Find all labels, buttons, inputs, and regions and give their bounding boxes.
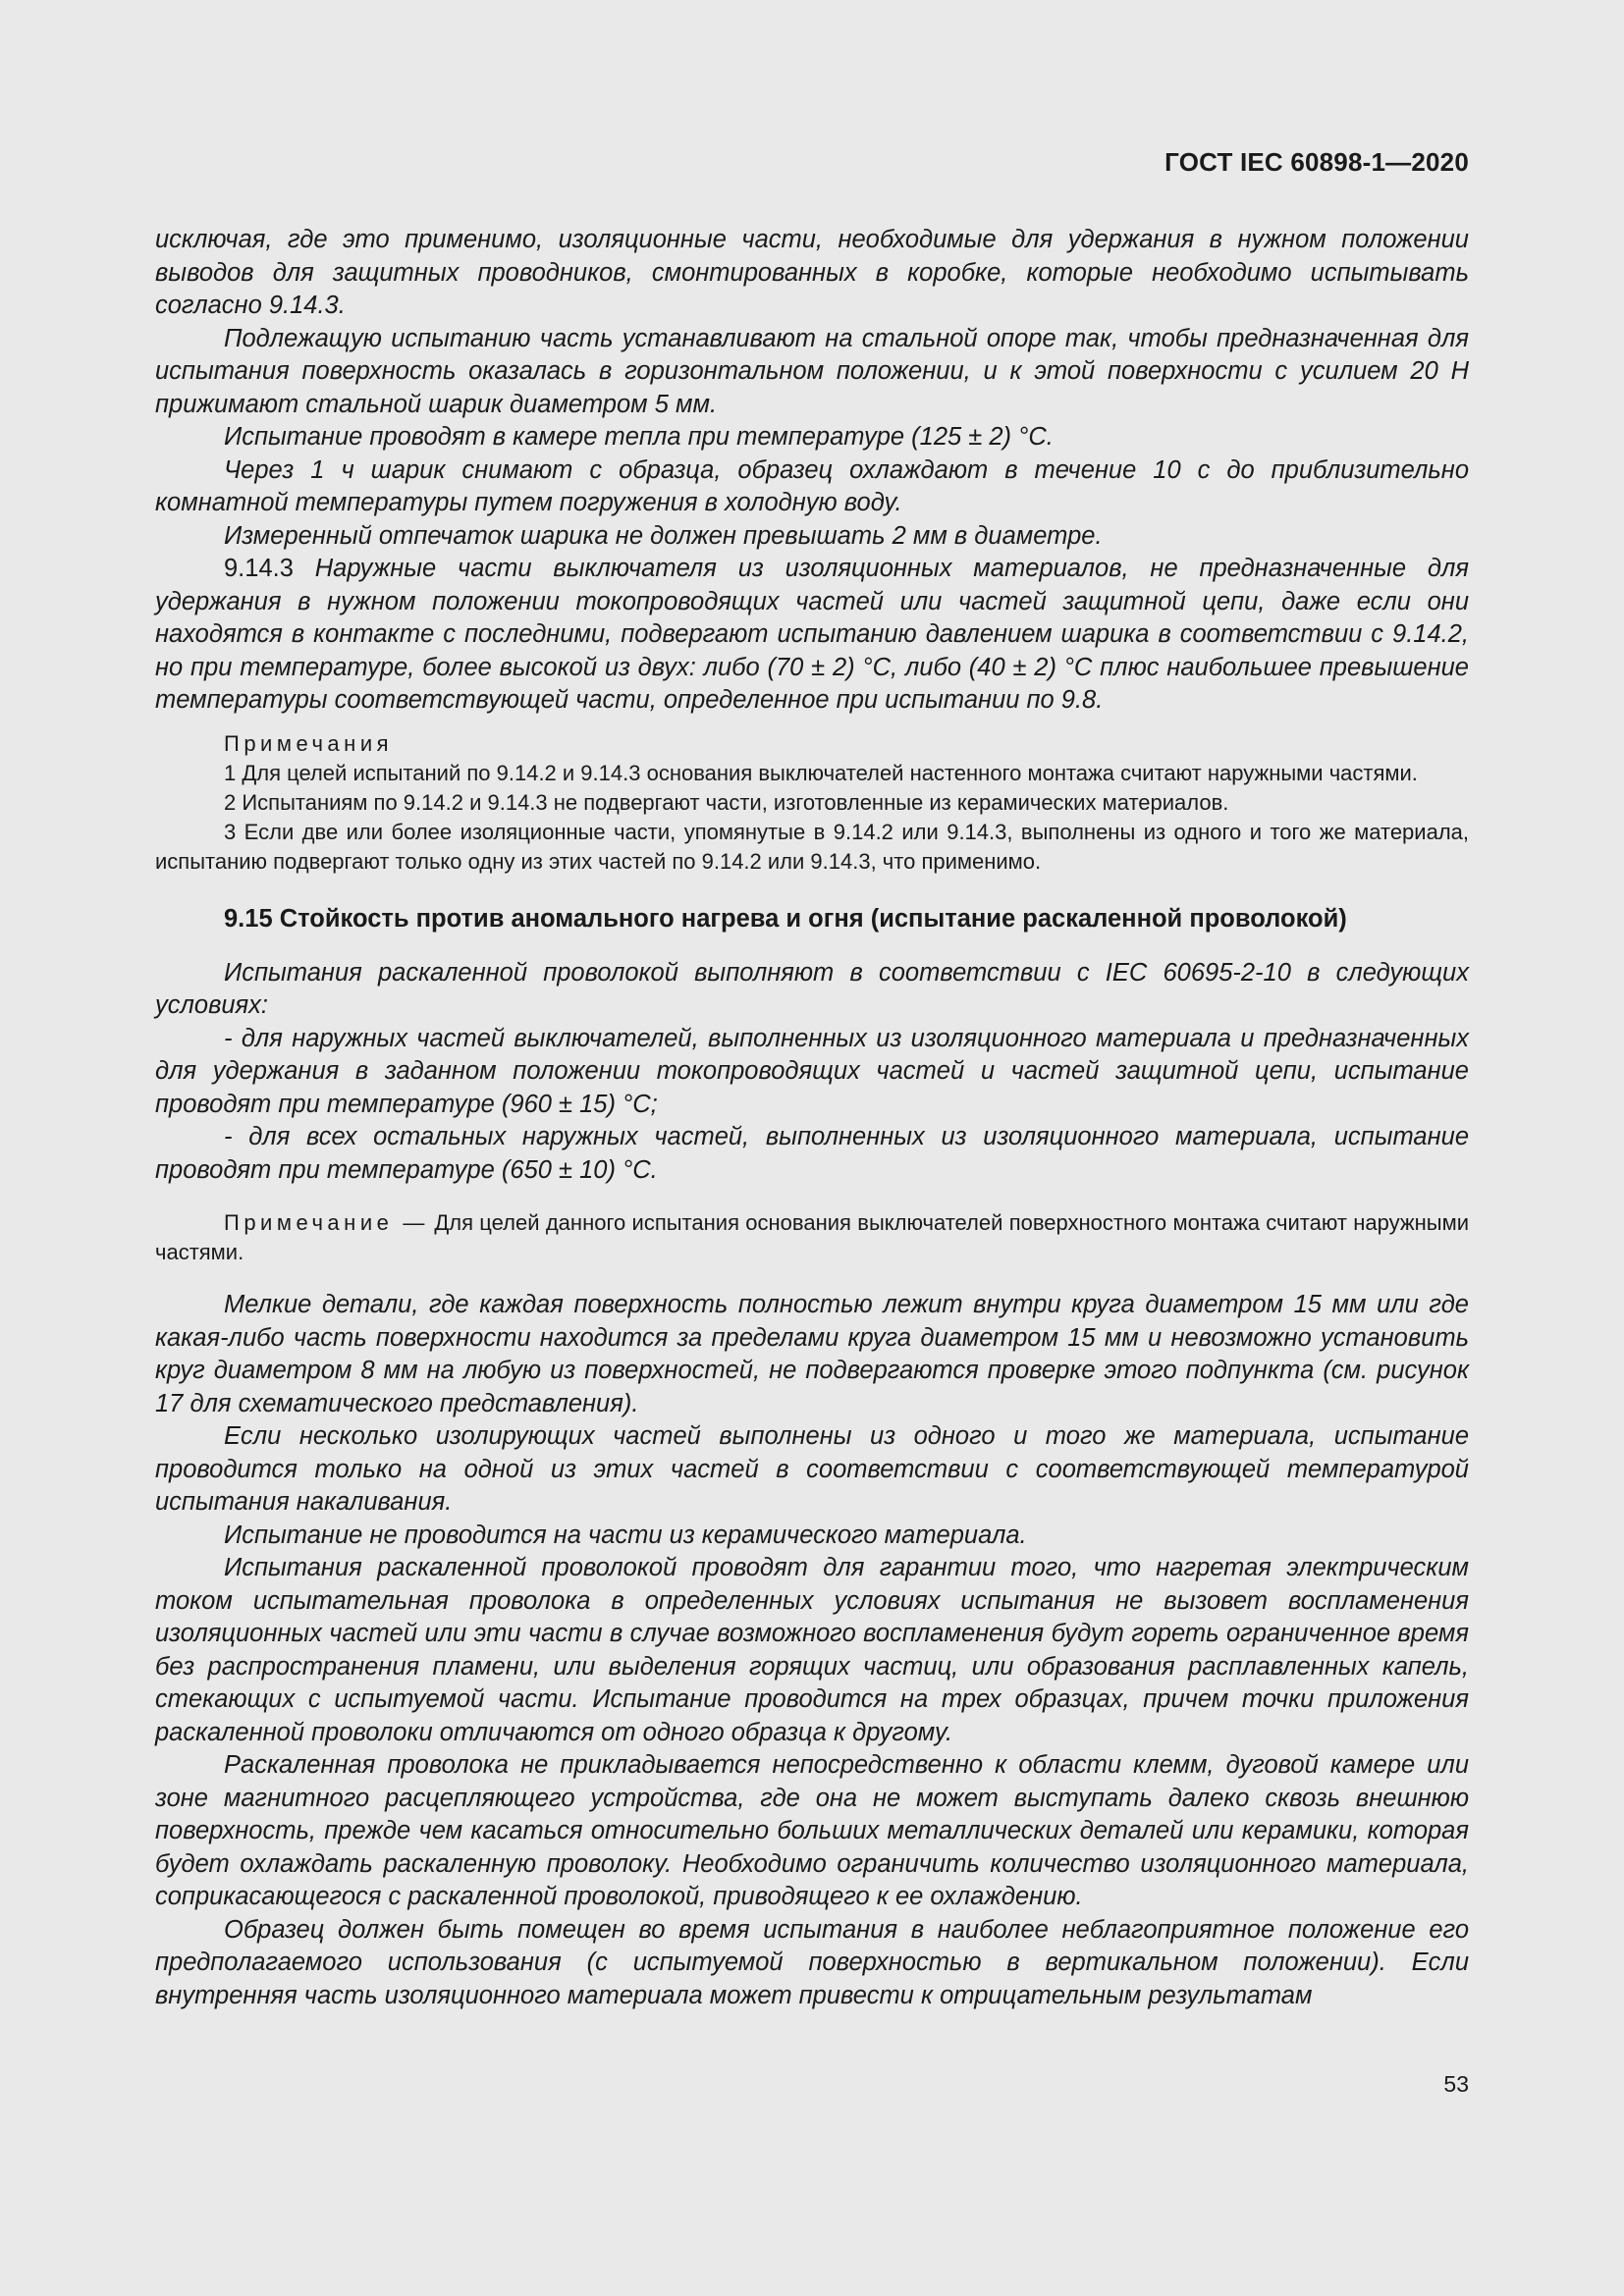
- note-item: 3 Если две или более изоляционные части, упомянутые в 9.14.2 или 9.14.3, выполнены из одного и того же материала, испытанию подвергают только одну из этих частей по 9.14.2 или 9.14.3, что применимо.: [155, 819, 1469, 874]
- paragraph: Испытание проводят в камере тепла при температуре (125 ± 2) °С.: [224, 423, 1054, 451]
- paragraph: Испытания раскаленной проволокой выполняют в соответствии с IEC 60695-2-10 в следующих условиях:: [155, 958, 1469, 1019]
- paragraph: Раскаленная проволока не прикладывается непосредственно к области клемм, дуговой камере или зоне магнитного расцепляющего устройства, где она не может выступать далеко сквозь внешнюю поверхность, прежде чем касаться относительно больших металлических деталей или керамики, которая будет охлаждать раскаленную проволоку. Необходимо ограничить количество изоляционного материала, соприкасающегося с раскаленной проволокой, приводящего к ее охлаждению.: [155, 1751, 1469, 1910]
- paragraph: Испытания раскаленной проволокой проводят для гарантии того, что нагретая электрическим током испытательная проволока в определенных условиях испытания не вызовет воспламенения изоляционных частей или эти части в случае возможного воспламенения будут гореть ограниченное время без распространения пламени, или выделения горящих частиц, или образования расплавленных капель, стекающих с испытуемой части. Испытание проводится на трех образцах, причем точки приложения раскаленной проволоки отличаются от одного образца к другому.: [155, 1554, 1469, 1746]
- list-item: - для наружных частей выключателей, выполненных из изоляционного материала и предназначенных для удержания в заданном положении токопроводящих частей и частей защитной цепи, испытание проводят при температуре (960 ± 15) °С;: [155, 1024, 1469, 1118]
- paragraph: Через 1 ч шарик снимают с образца, образец охлаждают в течение 10 с до приблизительно комнатной температуры путем погружения в холодную воду.: [155, 455, 1469, 516]
- paragraph: Измеренный отпечаток шарика не должен превышать 2 мм в диаметре.: [224, 521, 1103, 550]
- page-number: 53: [1443, 2071, 1469, 2097]
- note-dash: —: [403, 1210, 425, 1235]
- note-item: 1 Для целей испытаний по 9.14.2 и 9.14.3 основания выключателей настенного монтажа считают наружными частями.: [224, 760, 1418, 785]
- paragraph: Испытание не проводится на части из керамического материала.: [224, 1521, 1027, 1549]
- list-item: - для всех остальных наружных частей, выполненных из изоляционного материала, испытание проводят при температуре (650 ± 10) °С.: [155, 1123, 1469, 1184]
- section-heading: 9.15 Стойкость против аномального нагрева и огня (испытание раскаленной проволокой): [224, 904, 1347, 933]
- paragraph: Мелкие детали, где каждая поверхность полностью лежит внутри круга диаметром 15 мм или где какая-либо часть поверхности находится за пределами круга диаметром 15 мм и невозможно установить круг диаметром 8 мм на любую из поверхностей, не подвергаются проверке этого подпункта (см. рисунок 17 для схематического представления).: [155, 1291, 1469, 1417]
- note-text: Для целей данного испытания основания выключателей поверхностного монтажа считают наружными частями.: [155, 1210, 1469, 1264]
- paragraph: Если несколько изолирующих частей выполнены из одного и того же материала, испытание проводится только на одной из этих частей в соответствии с соответствующей температурой испытания накаливания.: [155, 1422, 1469, 1516]
- note-single: [155, 1208, 1469, 1267]
- note-item: 2 Испытаниям по 9.14.2 и 9.14.3 не подвергают части, изготовленные из керамических материалов.: [224, 789, 1229, 815]
- note-label: Примечание: [224, 1210, 394, 1235]
- subclause-9-14-3: [155, 553, 1469, 718]
- paragraph: исключая, где это применимо, изоляционные части, необходимые для удержания в нужном положении выводов для защитных проводников, смонтированных в коробке, которые необходимо испытывать согласно 9.14.3.: [155, 226, 1469, 319]
- paragraph: Образец должен быть помещен во время испытания в наиболее неблагоприятное положение его предполагаемого использования (с испытуемой поверхностью в вертикальном положении). Если внутренняя часть изоляционного материала может привести к отрицательным результатам: [155, 1915, 1469, 2009]
- paragraph: Подлежащую испытанию часть устанавливают на стальной опоре так, чтобы предназначенная для испытания поверхность оказалась в горизонтальном положении, и к этой поверхности с усилием 20 Н прижимают стальной шарик диаметром 5 мм.: [155, 324, 1469, 418]
- notes-heading: Примечания: [224, 730, 394, 756]
- subclause-number: 9.14.3: [224, 555, 294, 582]
- subclause-text: Наружные части выключателя из изоляционных материалов, не предназначенные для удержания в нужном положении токопроводящих частей или частей защитной цепи, даже если они находятся в контакте с последними, подвергают испытанию давлением шарика в соответствии с 9.14.2, но при температуре, более высокой из двух: либо (70 ± 2) °С, либо (40 ± 2) °С плюс наибольшее превышение температуры соответствующей части, определенное при испытании по 9.8.: [155, 555, 1469, 714]
- notes-block: [155, 729, 1469, 877]
- document-header: ГОСТ IEC 60898-1—2020: [1164, 147, 1469, 177]
- page-content: [155, 224, 1469, 2012]
